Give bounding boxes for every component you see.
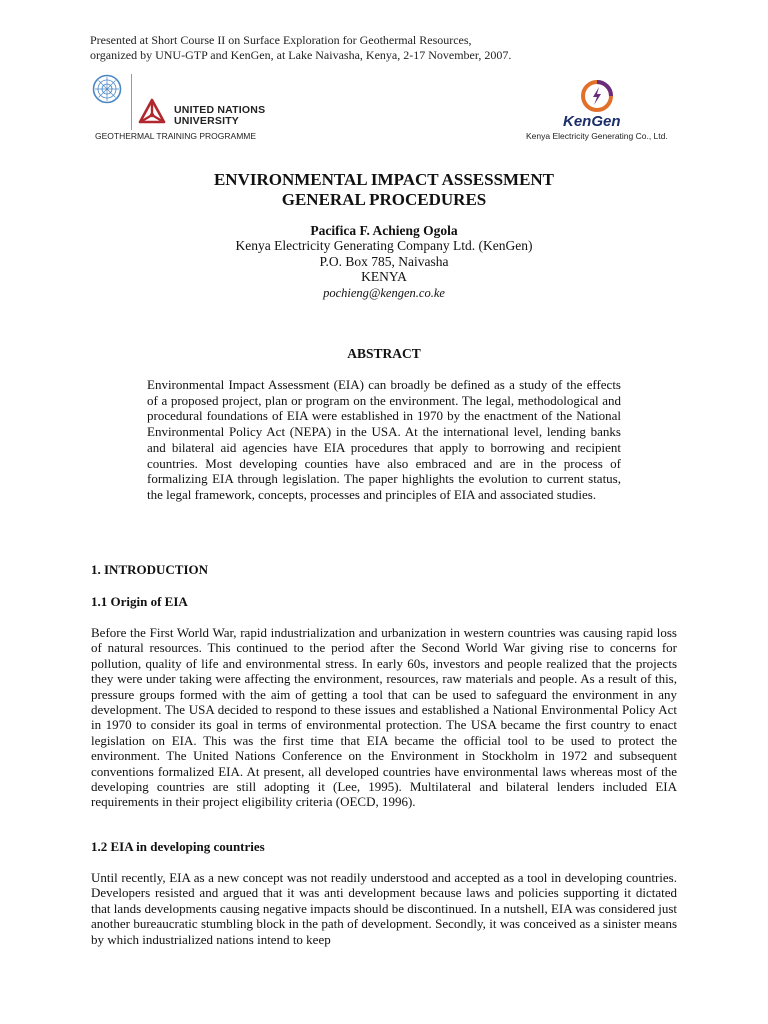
author-name: Pacifica F. Achieng Ogola (310, 223, 458, 238)
eia-developing-countries-paragraph: Until recently, EIA as a new concept was not readily understood and accepted as a tool in developing countries. Developers resisted and argued that it was anti development because laws and policies supporting it dictated that lands developments causing negative impacts should be discontinued. In a nutshell, EIA was considered just another bureaucratic stumbling block in the path of development. Secondly, it was conceived as a sinister means by which industrialized nations intend to keep (91, 870, 677, 947)
abstract-heading: ABSTRACT (347, 346, 421, 361)
author-organization: Kenya Electricity Generating Company Ltd. (KenGen) (235, 238, 533, 253)
section-heading-introduction: 1. INTRODUCTION (91, 562, 209, 577)
paper-title-line2: GENERAL PROCEDURES (281, 190, 487, 209)
unu-name-line2: UNIVERSITY (174, 115, 240, 127)
conference-note-line1: Presented at Short Course II on Surface Exploration for Geothermal Resources, (90, 33, 472, 47)
unu-caption: GEOTHERMAL TRAINING PROGRAMME (95, 131, 257, 141)
author-address: P.O. Box 785, Naivasha (319, 254, 449, 269)
logo-divider (131, 74, 132, 130)
abstract-text: Environmental Impact Assessment (EIA) can broadly be defined as a study of the effects of a proposed project, plan or program on the environment. The legal, methodological and procedural foundations of EIA were established in 1970 by the enactment of the National Environmental Policy Act (NEPA) in the USA. At the international level, lending banks and bilateral aid agencies have EIA procedures that apply to borrowing and recipient countries. Most developing counties have also embraced and are in the process of formalizing EIA through legislation. The paper highlights the evolution to current status, the legal framework, concepts, processes and principles of EIA and associated studies. (147, 377, 621, 502)
unu-name-line1: UNITED NATIONS (174, 104, 266, 116)
author-email: pochieng@kengen.co.ke (323, 286, 445, 300)
section-heading-origin-of-eia: 1.1 Origin of EIA (91, 594, 188, 609)
section-heading-eia-developing-countries: 1.2 EIA in developing countries (91, 839, 265, 854)
kengen-caption: Kenya Electricity Generating Co., Ltd. (526, 131, 668, 141)
conference-note-line2: organized by UNU-GTP and KenGen, at Lake Naivasha, Kenya, 2-17 November, 2007. (90, 48, 512, 62)
origin-of-eia-paragraph: Before the First World War, rapid industrialization and urbanization in western countries was causing rapid loss of natural resources. This continued to the period after the Second World War giving rise to concerns for pollution, quality of life and environmental stress. In early 60s, investors and people realized that the projects they were under taking were affecting the environment, resources, raw materials and people. As a result of this, pressure groups formed with the aim of getting a tool that can be used to safeguard the environment in any development. The USA decided to respond to these issues and established a National Environmental Policy Act in 1970 to consider its goal in terms of environmental protection. The USA became the first country to enact legislation on EIA. This was the first time that EIA became the official tool to be used to protect the environment. The United Nations Conference on the Environment in Stockholm in 1972 and subsequent conventions formalized EIA. At present, all developed countries have environmental laws whereas most of the developing countries are still adopting it (Lee, 1995). Multilateral and bilateral lenders included EIA requirements in their project eligibility criteria (OECD, 1996). (91, 625, 677, 810)
author-country: KENYA (361, 269, 407, 284)
unu-logo-icon (137, 97, 167, 127)
un-emblem-icon (92, 74, 122, 104)
paper-title-line1: ENVIRONMENTAL IMPACT ASSESSMENT (213, 170, 555, 189)
kengen-logo-icon (580, 79, 614, 113)
kengen-wordmark: KenGen (563, 113, 621, 130)
